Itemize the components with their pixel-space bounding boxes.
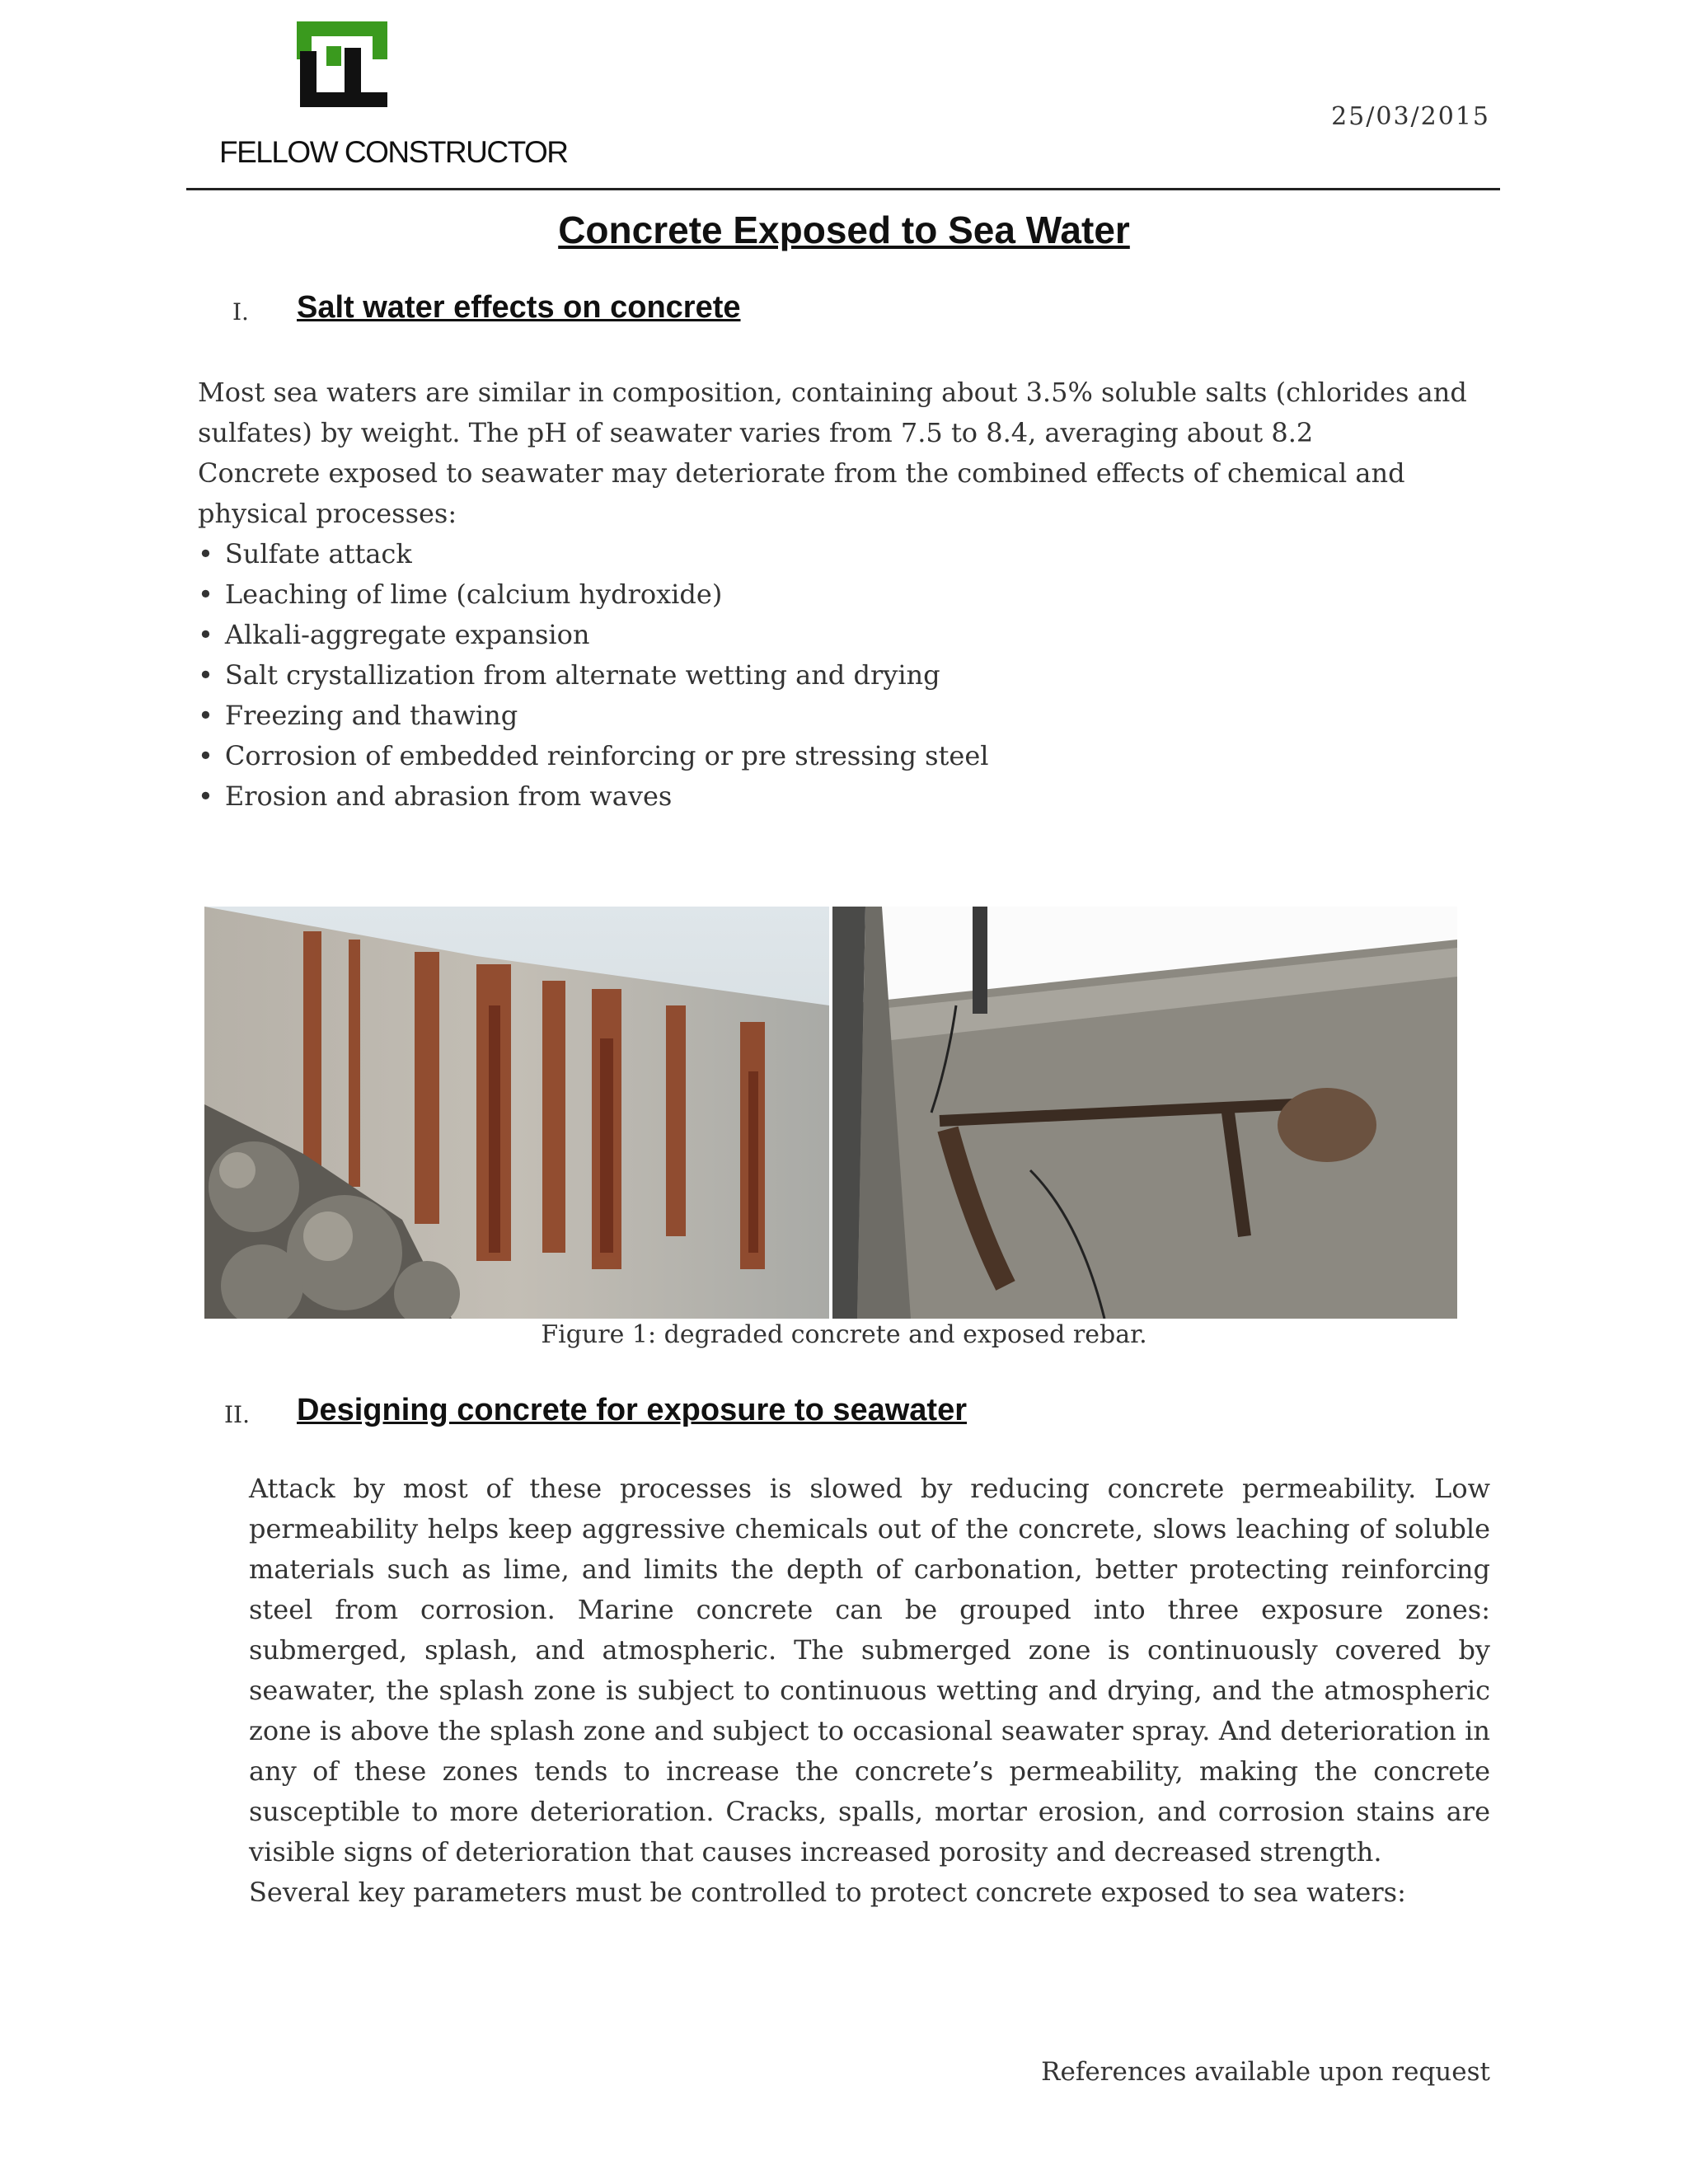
list-item: • Erosion and abrasion from waves — [198, 776, 1484, 817]
paragraph: Attack by most of these processes is slowed by reducing concrete permeability. Low permeability helps keep aggressive chemicals out of the concrete, slows leaching of soluble materials such as lime, and limits the depth of carbonation, better protecting reinforcing steel from corrosion. Marine concrete can be grouped into three exposure zones: submerged, splash, and atmospheric. The submerged zone is continuously covered by seawater, the splash zone is subject to continuous wetting and drying, and the atmospheric zone is above the splash zone and subject to occasional seawater spray. And deterioration in any of these zones tends to increase the concrete’s permeability, making the concrete susceptible to more deterioration. Cracks, spalls, mortar erosion, and corrosion stains are visible signs of deterioration that causes increased porosity and decreased strength. — [249, 1473, 1490, 1868]
paragraph-line: Most sea waters are similar in composition, containing about 3.5% soluble salts (chlorides and — [198, 377, 1467, 408]
list-item: • Salt crystallization from alternate wetting and drying — [198, 655, 1484, 696]
list-item: • Freezing and thawing — [198, 696, 1484, 736]
list-item: • Alkali-aggregate expansion — [198, 615, 1484, 655]
logo-text: FELLOW CONSTRUCTOR — [219, 135, 568, 169]
document-date: 25/03/2015 — [1331, 102, 1490, 131]
section-2-heading: Designing concrete for exposure to seawater — [297, 1393, 968, 1427]
header-divider — [186, 188, 1500, 190]
exposed-rebar-photo — [832, 907, 1457, 1319]
section-2-number: II. — [224, 1401, 251, 1428]
paragraph: Several key parameters must be controlled to protect concrete exposed to sea waters: — [249, 1877, 1406, 1908]
logo-mark-icon — [297, 21, 387, 107]
company-logo — [214, 21, 568, 170]
list-item: • Corrosion of embedded reinforcing or pre stressing steel — [198, 736, 1484, 776]
paragraph-line: Concrete exposed to seawater may deteriorate from the combined effects of chemical and — [198, 457, 1405, 489]
process-list — [198, 534, 1484, 817]
degraded-concrete-photo — [204, 907, 829, 1319]
list-item: • Leaching of lime (calcium hydroxide) — [198, 574, 1484, 615]
section-1-number: I. — [232, 298, 249, 326]
section-1-heading: Salt water effects on concrete — [297, 290, 741, 325]
references-note: References available upon request — [1041, 2057, 1490, 2087]
figure-1 — [204, 907, 1457, 1319]
paragraph-line: physical processes: — [198, 498, 457, 529]
figure-caption: Figure 1: degraded concrete and exposed rebar. — [541, 1320, 1147, 1349]
list-item: • Sulfate attack — [198, 534, 1484, 574]
paragraph-line: sulfates) by weight. The pH of seawater varies from 7.5 to 8.4, averaging about 8.2 — [198, 417, 1314, 448]
section-1-body — [198, 373, 1484, 817]
page-title: Concrete Exposed to Sea Water — [558, 209, 1130, 251]
section-2-body — [249, 1469, 1490, 1913]
